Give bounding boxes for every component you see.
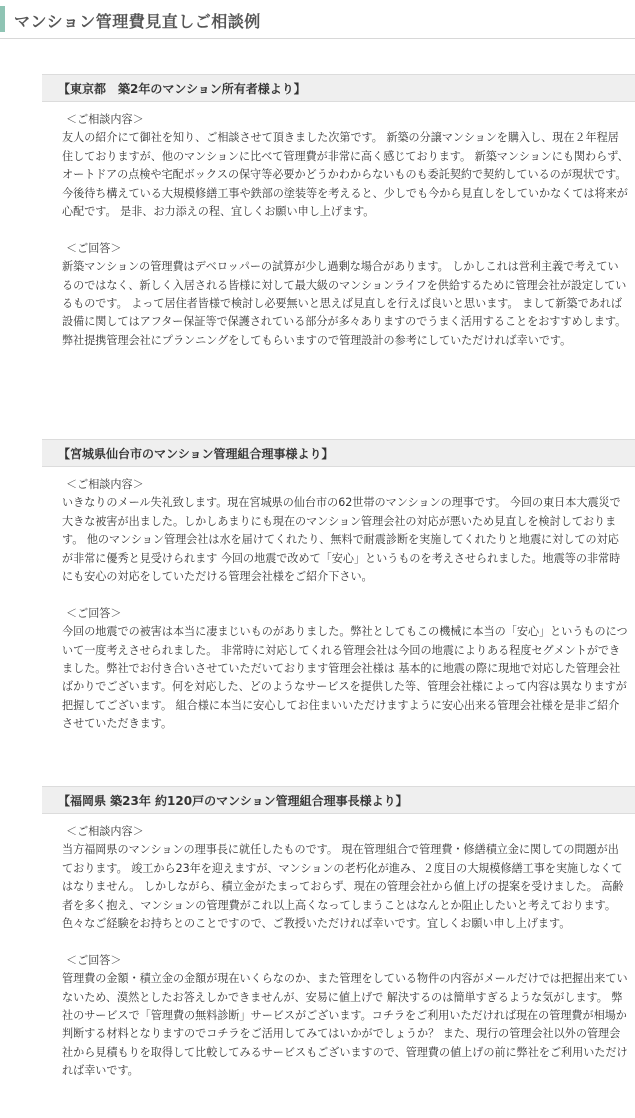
case-title: 【宮城県仙台市のマンション管理組合理事様より】 xyxy=(42,439,635,467)
consultation-text: 当方福岡県のマンションの理事長に就任したものです。 現在管理組合で管理費・修繕積立金に関しての問題が出ております。 竣工から23年を迎えますが、マンションの老朽化が進み、２度目の大規模修繕工事を実施しなくてはなりません。 しかしながら、積立金がたまっておらず、現在の管理会社から値上げの提案を受けました。 高齢者を多く抱え、マンションの管理費がこれ以上高くなってしまうことはなんとか阻止したいと考えております。 色々なご経験をお持ちとのことですので、ご教授いただければ幸いです。宜しくお願い申し上げます。 xyxy=(62,843,624,931)
consultation-label: ＜ご相談内容＞ xyxy=(66,825,144,838)
consultation-label: ＜ご相談内容＞ xyxy=(66,113,144,126)
case-title: 【東京都 築2年のマンション所有者様より】 xyxy=(42,74,635,102)
answer-label: ＜ご回答＞ xyxy=(66,606,122,620)
case-title: 【福岡県 築23年 約120戸のマンション管理組合理事長様より】 xyxy=(42,786,635,814)
answer-text: 新築マンションの管理費はデベロッパーの試算が少し過剰な場合があります。 しかしこれは営利主義で考えているのではなく、新しく入居される皆様に対して最大級のマンションライフを供給するために管理会社が設定しているものです。 よって居住者皆様で検討し必要無いと思えば見直しを行えば良いと思います。 まして新築であれば設備に関してはアフター保証等で保護されている部分が多々ありますのでうまく活用することをおすすめします。 弊社提携管理会社にプランニングをしてもらいますので管理設計の参考にしていただければ幸いです。 xyxy=(62,260,627,347)
case-body xyxy=(42,814,635,1081)
page-header xyxy=(0,0,635,39)
case-card-sendai xyxy=(42,439,635,752)
case-card-tokyo xyxy=(42,74,635,369)
case-body xyxy=(42,467,635,734)
answer-text: 管理費の金額・積立金の金額が現在いくらなのか、また管理をしている物件の内容がメールだけでは把握出来ていないため、漠然としたお答えしかできませんが、安易に値上げで 解決するのは簡単すぎるような気がします。 弊社のサービスで「管理費の無料診断」サービスがございます。コチラをご利用いただければ現在の管理費が相場か判断する材料となりますのでコチラをご活用してみてはいかがでしょうか？ また、現行の管理会社以外の管理会社から見積もりを取得して比較してみるサービスもございますので、管理費の値上げの前に弊社をご利用いただければ幸いです。 xyxy=(62,972,628,1078)
answer-label: ＜ご回答＞ xyxy=(66,953,122,967)
consultation-text: 友人の紹介にて御社を知り、ご相談させて頂きました次第です。 新築の分譲マンションを購入し、現在２年程居住しておりますが、他のマンションに比べて管理費が非常に高く感じております。 新築マンションにも関わらず、オートドアの点検や宅配ボックスの保守等必要かどうかわからないものも委託契約で契約しているのが現状です。 今後待ち構えている大規模修繕工事や鉄部の塗装等を考えると、少しでも今から見直しをしていかなくては将来が心配です。 是非、お力添えの程、宜しくお願い申し上げます。 xyxy=(62,131,629,219)
answer-text: 今回の地震での被害は本当に凄まじいものがありました。弊社としてもこの機械に本当の「安心」というものについて一度考えさせられました。 非常時に対応してくれる管理会社は今回の地震によりある程度セグメントができました。弊社でお付き合いさせていただいております管理会社様は 基本的に地震の際に現地で対応した管理会社ばかりでございます。何を対応した、どのようなサービスを提供した等、管理会社様によって内容は異なりますが把握してございます。 組合様に本当に安心してお住まいいただけますように安心出来る管理会社様を是非ご紹介させていただきます。 xyxy=(62,625,628,731)
answer-label: ＜ご回答＞ xyxy=(66,241,122,255)
header-accent-bar xyxy=(0,6,5,32)
page-title: マンション管理費見直しご相談例 xyxy=(14,12,261,31)
consultation-text: いきなりのメール失礼致します。現在宮城県の仙台市の62世帯のマンションの理事です。 今回の東日本大震災で大きな被害が出ました。しかしあまりにも現在のマンション管理会社の対応が悪いため見直しを検討しております。 他のマンション管理会社は水を届けてくれたり、無料で耐震診断を実施してくれたりと地震に対しての対応が非常に優秀と見受けられます 今回の地震で改めて「安心」というものを考えさせられました。地震等の非常時にも安心の対応をしていただける管理会社様をご紹介下さい。 xyxy=(62,496,621,584)
case-body xyxy=(42,102,635,350)
consultation-label: ＜ご相談内容＞ xyxy=(66,478,144,491)
case-card-fukuoka xyxy=(42,786,635,1099)
